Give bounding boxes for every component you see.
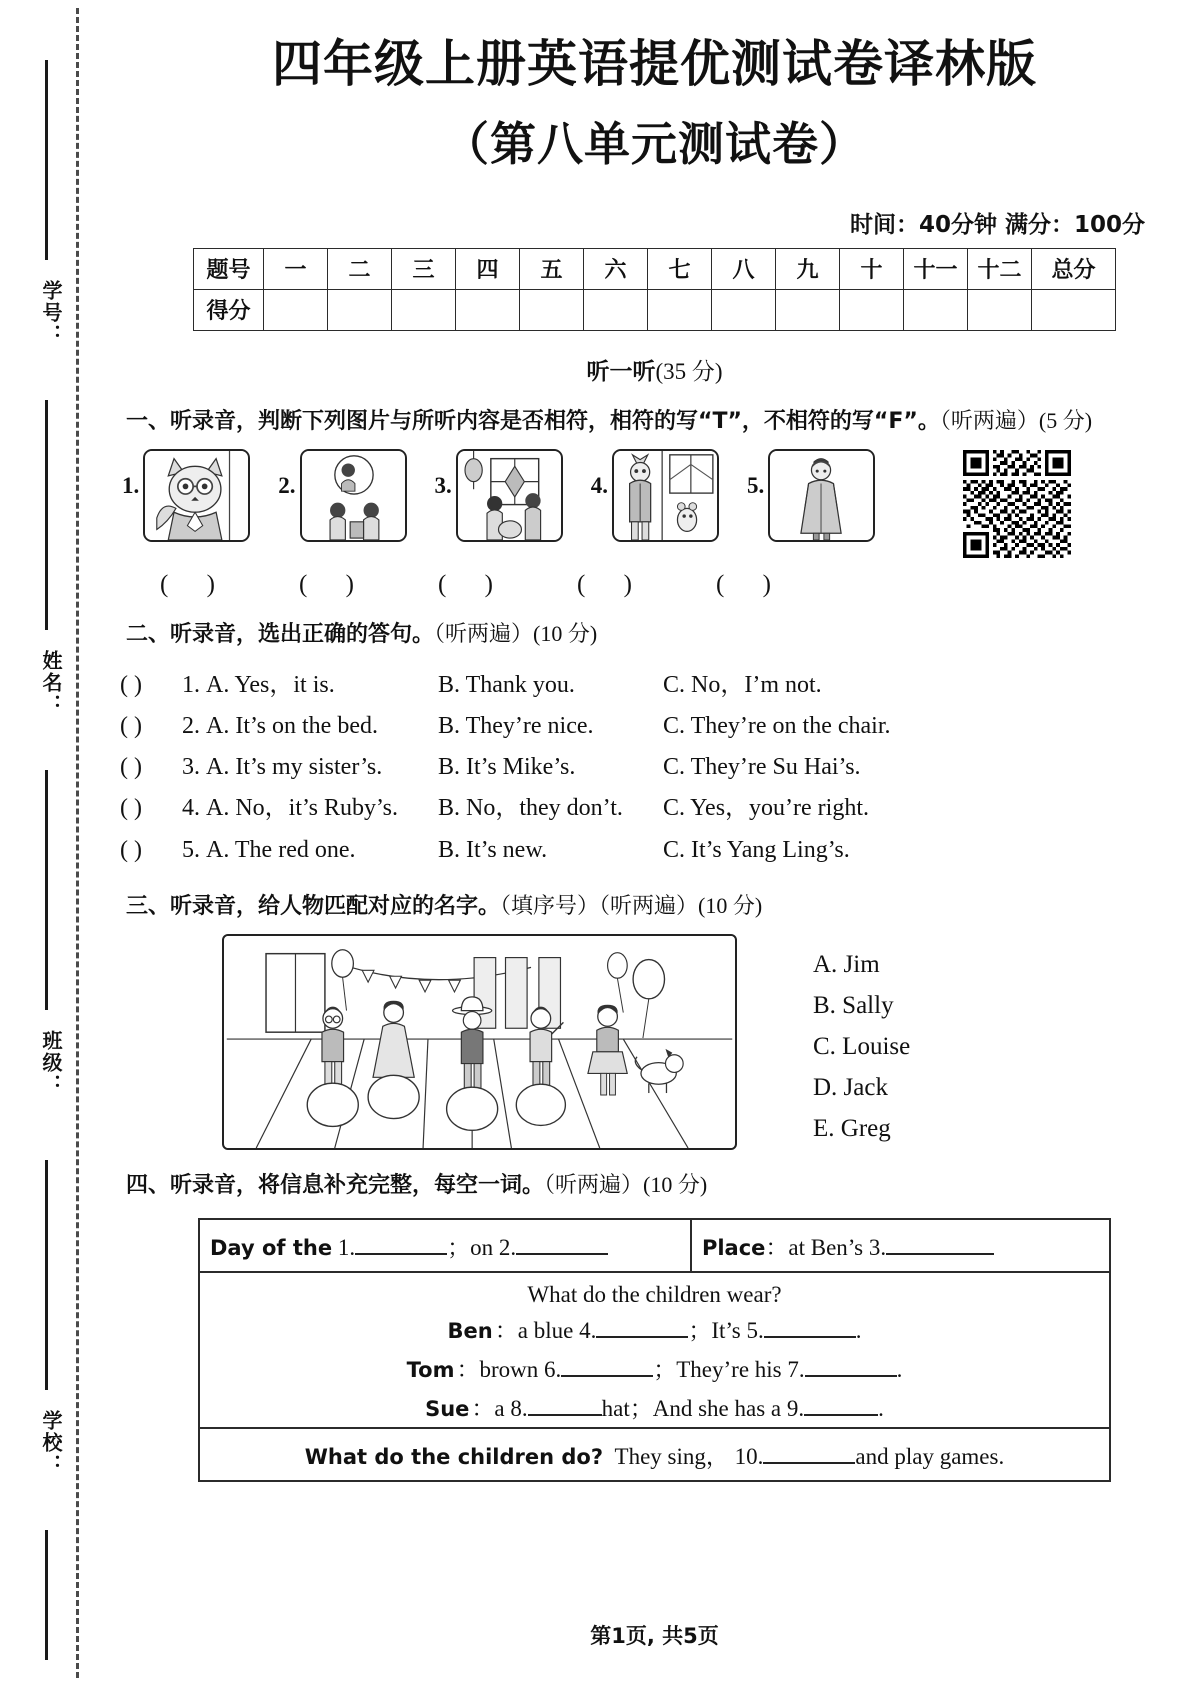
score-blank-12[interactable]	[968, 289, 1032, 330]
question-number: 1.	[182, 671, 200, 698]
blank-number-3: 3.	[868, 1234, 887, 1260]
seal-rule	[45, 1530, 48, 1660]
option-a[interactable]: A. Yes，it is.	[206, 671, 335, 698]
dashed-cut-line	[76, 8, 79, 1678]
score-blank-9[interactable]	[776, 289, 840, 330]
info-name-tom: Tom	[406, 1357, 455, 1382]
score-col-3: 三	[392, 248, 456, 289]
name-option-a[interactable]: A. Jim	[813, 951, 880, 979]
list-item	[120, 706, 1191, 747]
name-option-e[interactable]: E. Greg	[813, 1115, 891, 1143]
info-question-do: What do the children do?	[304, 1444, 604, 1469]
picture-number: 2.	[278, 473, 296, 498]
score-blank-4[interactable]	[456, 289, 520, 330]
score-blank-11[interactable]	[904, 289, 968, 330]
question-number: 2.	[182, 712, 200, 739]
blank-number-10: 10.	[734, 1443, 764, 1469]
info-ben-p1: ：a blue	[494, 1317, 574, 1343]
list-item	[120, 747, 1191, 788]
score-col-total: 总分	[1032, 248, 1116, 289]
seal-rule	[45, 770, 48, 1010]
score-col-5: 五	[520, 248, 584, 289]
answer-blank-9[interactable]	[804, 1414, 878, 1416]
info-cell-day	[199, 1219, 691, 1272]
info-name-sue: Sue	[425, 1396, 470, 1421]
table-row	[199, 1428, 1110, 1481]
score-col-2: 二	[328, 248, 392, 289]
info-row-ben	[200, 1312, 1109, 1351]
option-b[interactable]: B. It’s Mike’s.	[438, 754, 576, 781]
list-item	[120, 830, 1191, 871]
picture-number: 5.	[747, 473, 765, 498]
list-item	[120, 788, 1191, 829]
section-1-item-3	[435, 449, 563, 542]
seal-label-name: 姓名：	[39, 650, 63, 716]
score-blank-10[interactable]	[840, 289, 904, 330]
section-1-item-1	[122, 449, 250, 542]
score-col-12: 十二	[968, 248, 1032, 289]
info-tom-p2: ；They’re his	[653, 1356, 782, 1382]
section-3-heading-main: 三、听录音，给人物匹配对应的名字。	[126, 893, 501, 919]
section-1-item-4	[591, 449, 719, 542]
seal-label-class: 班级：	[39, 1030, 63, 1096]
option-c[interactable]: C. They’re Su Hai’s.	[663, 754, 861, 781]
info-text-place: ：at Ben’s	[765, 1234, 864, 1260]
info-row-sue	[200, 1390, 1109, 1427]
answer-bracket[interactable]: ( )	[120, 671, 142, 698]
section-3-body	[118, 934, 1191, 1150]
answer-blank-5[interactable]	[764, 1336, 856, 1338]
section-3-name-list	[813, 934, 910, 1150]
section-2-heading	[126, 615, 1136, 655]
section-1-heading	[126, 402, 1136, 442]
score-col-8: 八	[712, 248, 776, 289]
picture-girl-in-dress	[768, 449, 875, 542]
part-heading-points: (35 分)	[655, 358, 723, 384]
picture-number: 3.	[434, 473, 452, 498]
page-title: 四年级上册英语提优测试卷译林版	[272, 35, 1037, 93]
answer-bracket[interactable]: ( )	[120, 712, 142, 739]
score-blank-2[interactable]	[328, 289, 392, 330]
info-name-ben: Ben	[447, 1318, 493, 1343]
seal-column	[20, 0, 72, 1684]
option-a[interactable]: A. The red one.	[206, 836, 356, 863]
blank-number-9: 9.	[786, 1395, 805, 1421]
option-c[interactable]: C. Yes，you’re right.	[663, 795, 870, 822]
info-sue-p2: hat；And she has a	[601, 1395, 782, 1421]
score-col-9: 九	[776, 248, 840, 289]
picture-party-scene	[222, 934, 737, 1150]
picture-two-girls-thought-bubble	[300, 449, 407, 542]
blank-number-4: 4.	[579, 1317, 597, 1343]
answer-blank-8[interactable]	[528, 1414, 602, 1416]
option-b[interactable]: B. They’re nice.	[438, 712, 594, 739]
section-1-item-2	[278, 449, 406, 542]
table-row	[199, 1272, 1110, 1428]
blank-number-2: 2.	[498, 1234, 517, 1260]
option-a[interactable]: A. It’s my sister’s.	[206, 754, 383, 781]
blank-number-8: 8.	[510, 1395, 528, 1421]
score-blank-5[interactable]	[520, 289, 584, 330]
list-item	[120, 665, 1191, 706]
left-margin	[0, 0, 118, 1684]
blank-number-1: 1.	[337, 1234, 356, 1260]
answer-blank-7[interactable]	[805, 1375, 897, 1377]
info-cell-place	[691, 1219, 1110, 1272]
part-heading	[118, 353, 1191, 386]
score-col-11: 十一	[904, 248, 968, 289]
section-1-picture-row	[118, 449, 1191, 569]
picture-number: 1.	[122, 473, 140, 498]
blank-number-5: 5.	[746, 1317, 764, 1343]
seal-label-student-id: 学号：	[39, 280, 63, 346]
section-2-question-list	[120, 665, 1191, 871]
blank-number-6: 6.	[544, 1356, 562, 1382]
section-4-heading-tail: （听两遍）(10 分)	[544, 1172, 708, 1198]
part-heading-label: 听一听	[586, 358, 656, 385]
section-1-answer-5[interactable]: ( )	[716, 571, 787, 598]
option-c[interactable]: C. No，I’m not.	[663, 671, 822, 698]
info-do-text1: They sing，	[614, 1443, 729, 1469]
info-cell-wear-block	[199, 1272, 1110, 1428]
answer-bracket[interactable]: ( )	[120, 754, 142, 781]
option-b[interactable]: B. It’s new.	[438, 836, 548, 863]
page-footer: 第1页, 共5页	[590, 1624, 719, 1648]
answer-bracket[interactable]: ( )	[120, 836, 142, 863]
picture-cat-and-mouse-doorway	[612, 449, 719, 542]
exam-meta: 时间：40分钟 满分：100分	[849, 211, 1145, 238]
score-col-1: 一	[264, 248, 328, 289]
section-3-heading-tail: （填序号）（听两遍）(10 分)	[500, 892, 763, 918]
info-label-day: Day of the	[210, 1235, 333, 1260]
table-row	[194, 289, 1116, 330]
info-text-on: ；on	[447, 1234, 494, 1260]
answer-blank-6[interactable]	[561, 1375, 653, 1377]
answer-bracket[interactable]: ( )	[120, 795, 142, 822]
page-subtitle: （第八单元测试卷）	[443, 116, 866, 171]
name-option-b[interactable]: B. Sally	[813, 992, 894, 1020]
section-4-heading-main: 四、听录音，将信息补充完整，每空一词。	[126, 1173, 545, 1199]
score-table	[193, 248, 1116, 331]
section-1-answer-4[interactable]: ( )	[577, 571, 648, 598]
info-ben-p2: ；It’s	[688, 1317, 741, 1343]
answer-blank-10[interactable]	[763, 1462, 855, 1464]
answer-blank-2[interactable]	[516, 1253, 608, 1255]
section-1-heading-main: 一、听录音，判断下列图片与所听内容是否相符，相符的写“T”，不相符的写“F”。	[126, 408, 940, 434]
section-1-answer-row	[118, 571, 1191, 599]
section-3-heading	[126, 887, 1136, 927]
option-a[interactable]: A. It’s on the bed.	[206, 712, 378, 739]
section-1-answer-1[interactable]: ( )	[160, 571, 231, 598]
info-cell-do	[199, 1428, 1110, 1481]
section-1-answer-3[interactable]: ( )	[438, 571, 509, 598]
section-1-answer-2[interactable]: ( )	[299, 571, 370, 598]
option-b[interactable]: B. Thank you.	[438, 671, 575, 698]
exam-page	[118, 0, 1191, 1684]
name-option-d[interactable]: D. Jack	[813, 1074, 888, 1102]
section-4-info-table	[198, 1218, 1111, 1482]
score-blank-7[interactable]	[648, 289, 712, 330]
section-4-heading	[126, 1166, 1136, 1206]
score-col-6: 六	[584, 248, 648, 289]
score-blank-6[interactable]	[584, 289, 648, 330]
seal-rule	[45, 400, 48, 630]
option-b[interactable]: B. No，they don’t.	[438, 795, 623, 822]
info-label-place: Place	[701, 1235, 766, 1260]
info-sue-p1: ：a	[471, 1395, 505, 1421]
name-option-c[interactable]: C. Louise	[813, 1033, 911, 1061]
table-row	[199, 1219, 1110, 1272]
info-tom-p1: ：brown	[456, 1356, 539, 1382]
table-row	[194, 248, 1116, 289]
score-blank-1[interactable]	[264, 289, 328, 330]
info-tom-p3: .	[896, 1356, 903, 1382]
picture-fox-glasses	[143, 449, 250, 542]
question-number: 4.	[182, 795, 200, 822]
picture-number: 4.	[590, 473, 608, 498]
score-blank-3[interactable]	[392, 289, 456, 330]
section-1-heading-tail: （听两遍）(5 分)	[939, 407, 1093, 433]
seal-rule	[45, 1160, 48, 1390]
seal-rule	[45, 60, 48, 260]
info-do-text2: and play games.	[855, 1443, 1005, 1469]
question-number: 5.	[182, 836, 200, 863]
section-1-item-5	[747, 449, 875, 542]
section-2-heading-main: 二、听录音，选出正确的答句。	[126, 622, 435, 647]
score-blank-total[interactable]	[1032, 289, 1116, 330]
option-c[interactable]: C. They’re on the chair.	[663, 712, 891, 739]
score-col-4: 四	[456, 248, 520, 289]
option-c[interactable]: C. It’s Yang Ling’s.	[663, 836, 850, 863]
score-table-row-label: 得分	[194, 289, 264, 330]
info-sue-p3: .	[878, 1395, 884, 1421]
answer-blank-3[interactable]	[886, 1253, 994, 1255]
score-col-7: 七	[648, 248, 712, 289]
info-ben-p3: .	[855, 1317, 862, 1343]
score-blank-8[interactable]	[712, 289, 776, 330]
seal-label-school: 学校：	[39, 1410, 63, 1476]
answer-blank-4[interactable]	[596, 1336, 688, 1338]
answer-blank-1[interactable]	[355, 1253, 447, 1255]
score-col-10: 十	[840, 248, 904, 289]
picture-girls-decorating-window	[456, 449, 563, 542]
score-table-row-label: 题号	[194, 248, 264, 289]
option-a[interactable]: A. No，it’s Ruby’s.	[206, 795, 399, 822]
info-row-tom	[200, 1351, 1109, 1390]
section-2-heading-tail: （听两遍）(10 分)	[434, 621, 598, 646]
question-number: 3.	[182, 754, 200, 781]
blank-number-7: 7.	[787, 1356, 805, 1382]
info-question-wear: What do the children wear?	[527, 1281, 782, 1307]
